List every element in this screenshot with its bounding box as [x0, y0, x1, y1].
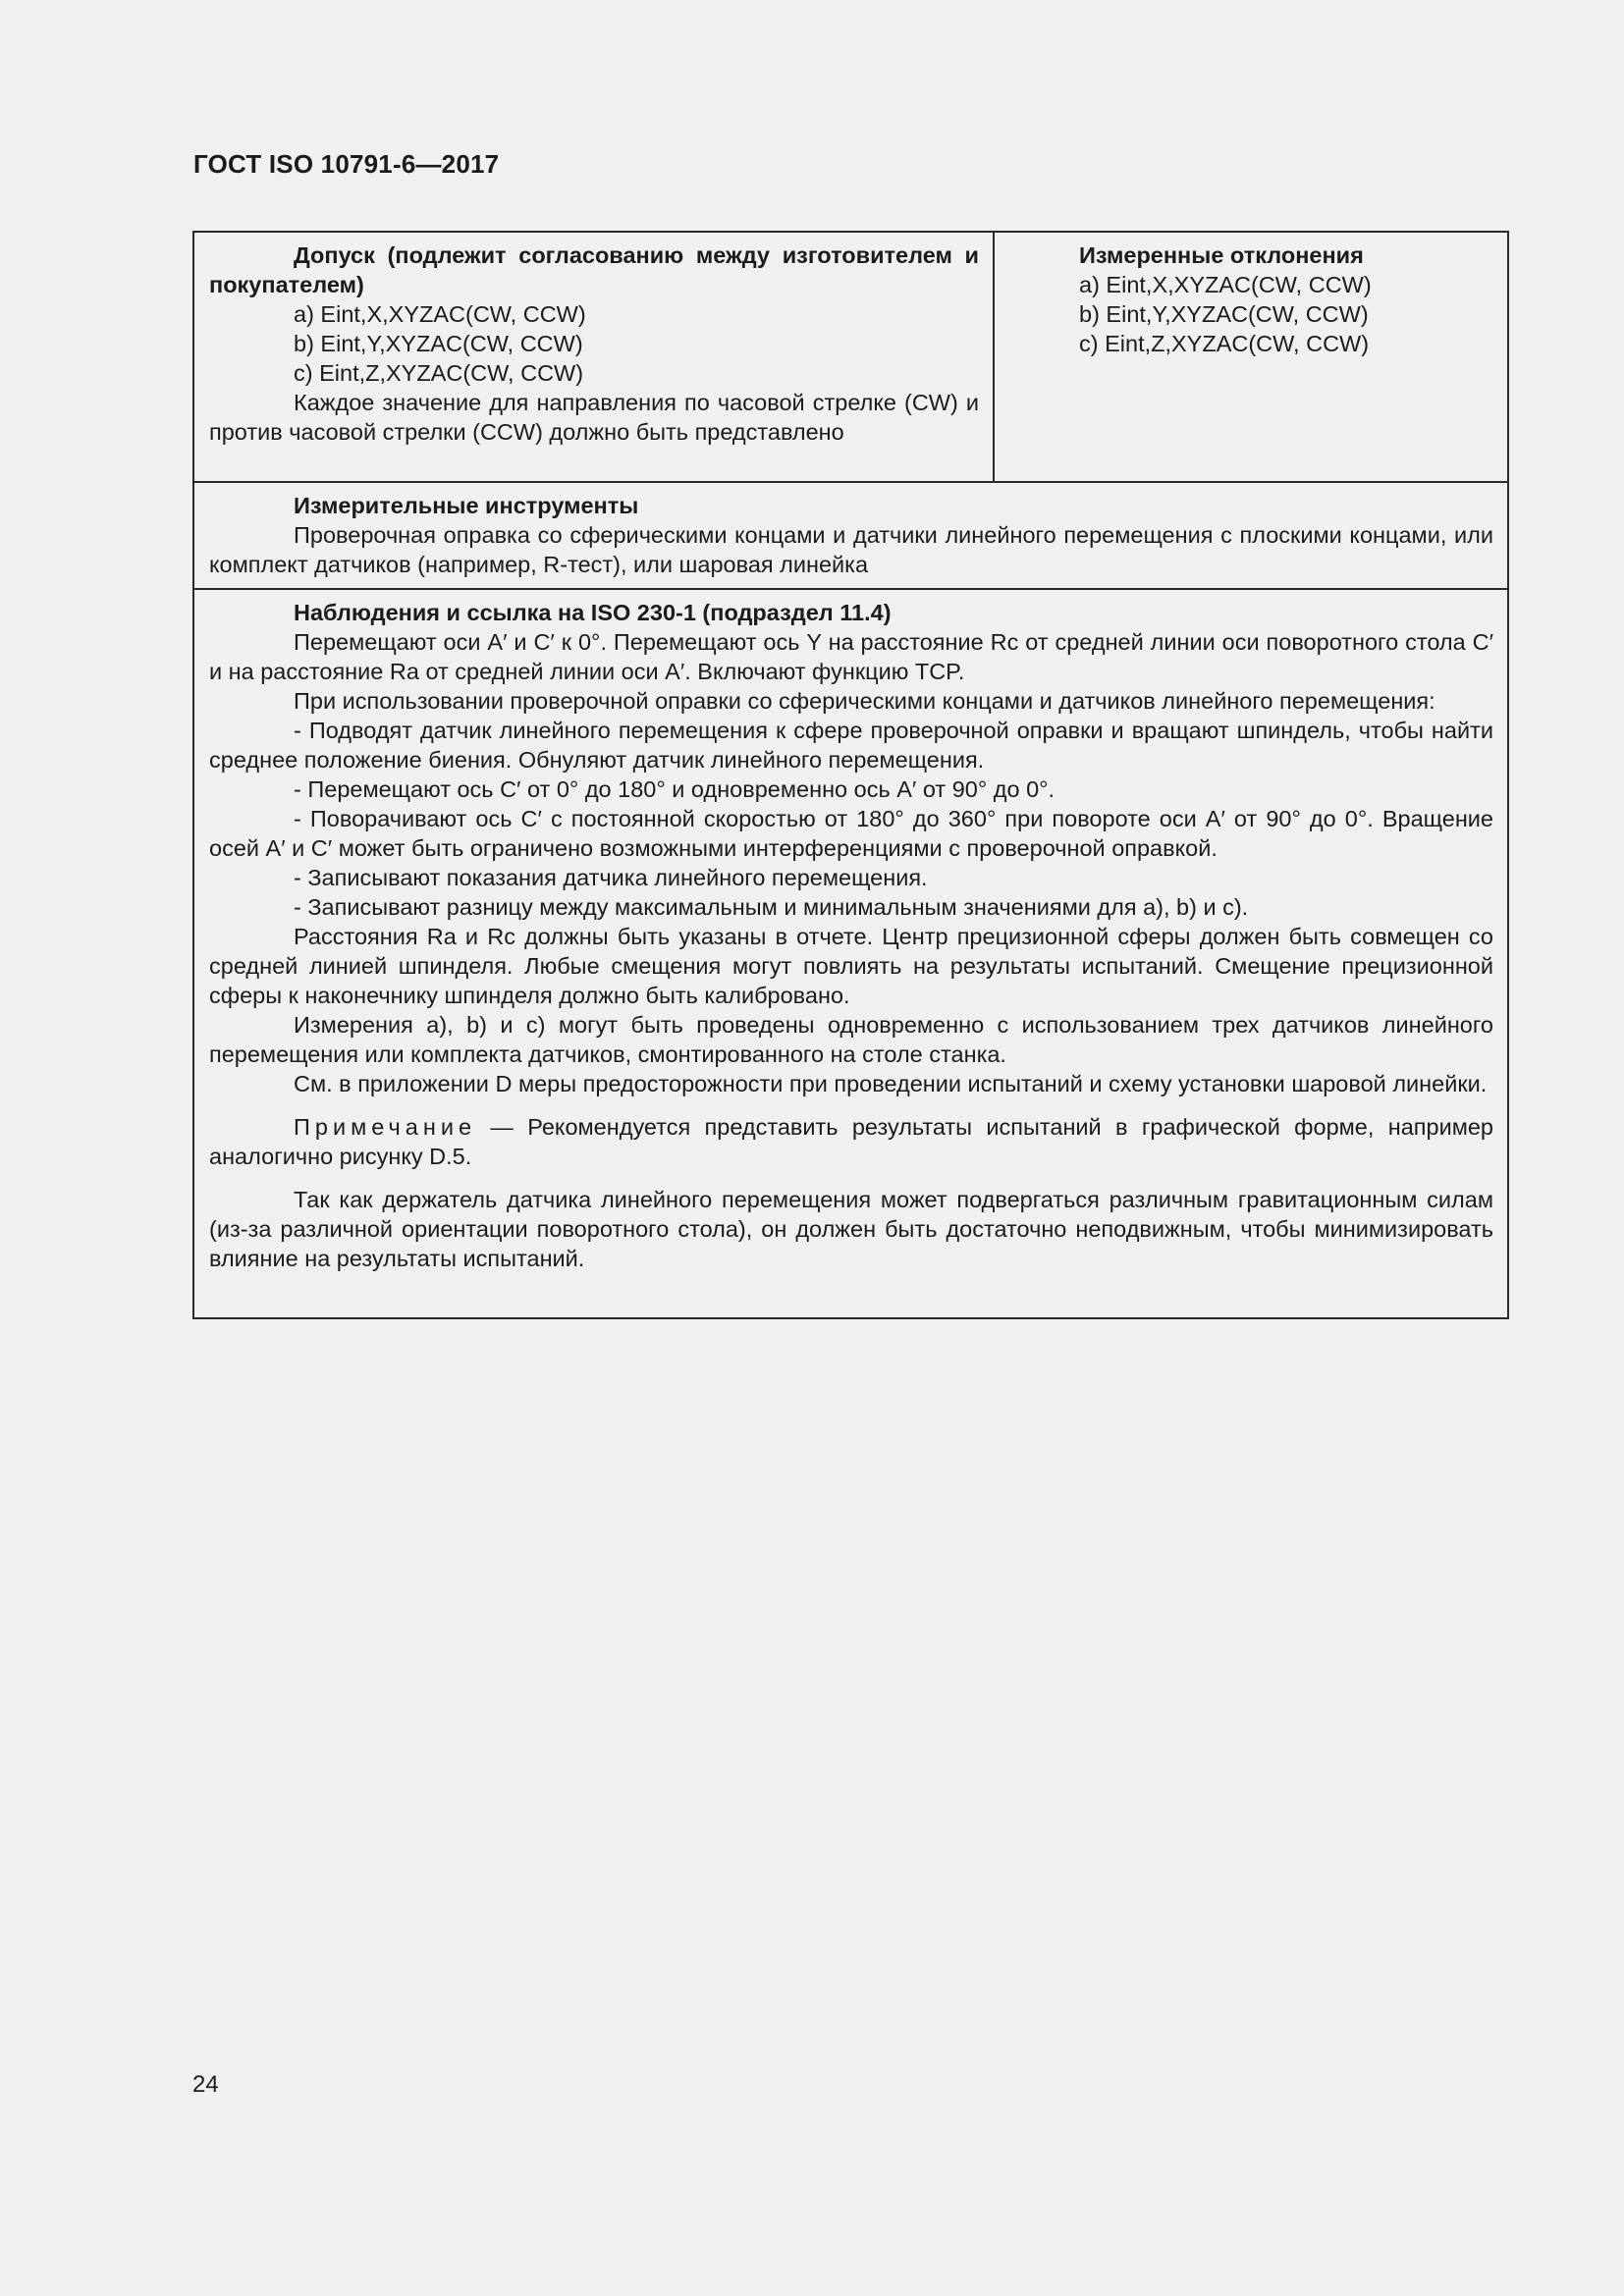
document-header: ГОСТ ISO 10791-6—2017: [193, 149, 500, 179]
observation-step: - Записывают разницу между максимальным и минимальным значениями для a), b) и c).: [294, 894, 1249, 920]
test-specification-table: [192, 231, 1509, 1319]
deviation-item-c: c) Eint,Z,XYZAC(CW, CCW): [1079, 331, 1370, 356]
deviations-cell: [995, 233, 1507, 481]
tolerance-deviation-row: [194, 233, 1507, 483]
observation-paragraph: Расстояния Ra и Rc должны быть указаны в отчете. Центр прецизионной сферы должен быть совмещен со средней линией шпинделя. Любые смещения могут повлиять на результаты испытаний. Смещение прецизионной сферы к наконечнику шпинделя должно быть калибровано.: [209, 924, 1493, 1008]
observation-paragraph: Измерения a), b) и c) могут быть проведены одновременно с использованием трех датчиков линейного перемещения или комплекта датчиков, смонтированного на столе станка.: [209, 1012, 1493, 1067]
observations-heading: Наблюдения и ссылка на ISO 230-1 (подраздел 11.4): [294, 600, 892, 625]
observation-paragraph: При использовании проверочной оправки со сферическими концами и датчиков линейного перемещения:: [294, 688, 1435, 714]
instruments-cell: [194, 483, 1507, 591]
tolerance-item-c: c) Eint,Z,XYZAC(CW, CCW): [294, 360, 584, 386]
instruments-row: [194, 483, 1507, 590]
tolerance-item-b: b) Eint,Y,XYZAC(CW, CCW): [294, 331, 583, 356]
observations-cell: [194, 590, 1507, 1285]
observation-step: - Записывают показания датчика линейного перемещения.: [294, 865, 928, 890]
observation-step: - Подводят датчик линейного перемещения к сфере проверочной оправки и вращают шпиндель, чтобы найти среднее положение биения. Обнуляют датчик линейного перемещения.: [209, 718, 1493, 773]
tolerance-item-a: a) Eint,X,XYZAC(CW, CCW): [294, 301, 586, 327]
observation-note: [209, 1112, 1493, 1171]
observation-paragraph: Перемещают оси A′ и C′ к 0°. Перемещают ось Y на расстояние Rc от средней линии оси поворотного стола C′ и на расстояние Ra от средней линии оси A′. Включают функцию TCP.: [209, 629, 1493, 684]
tolerance-heading: Допуск (подлежит согласованию между изготовителем и покупателем): [209, 242, 979, 297]
observations-row: [194, 590, 1507, 1317]
observation-paragraph: См. в приложении D меры предосторожности при проведении испытаний и схему установки шаровой линейки.: [294, 1071, 1488, 1096]
observation-step: - Перемещают ось C′ от 0° до 180° и одновременно ось A′ от 90° до 0°.: [294, 776, 1056, 802]
note-text: — Рекомендуется представить результаты испытаний в графической форме, например аналогично рисунку D.5.: [209, 1114, 1493, 1169]
deviation-item-a: a) Eint,X,XYZAC(CW, CCW): [1079, 272, 1372, 297]
page-number: 24: [192, 2071, 219, 2098]
observation-final-paragraph: Так как держатель датчика линейного перемещения может подвергаться различным гравитационным силам (из-за различной ориентации поворотного стола), он должен быть достаточно неподвижным, чтобы минимизировать влияние на результаты испытаний.: [209, 1187, 1493, 1271]
tolerance-cell: [194, 233, 995, 481]
note-label: Примечание: [294, 1114, 477, 1140]
instruments-text: Проверочная оправка со сферическими концами и датчики линейного перемещения с плоскими концами, или комплект датчиков (например, R-тест), или шаровая линейка: [209, 522, 1493, 577]
deviation-item-b: b) Eint,Y,XYZAC(CW, CCW): [1079, 301, 1369, 327]
instruments-heading: Измерительные инструменты: [294, 493, 639, 518]
deviations-heading: Измеренные отклонения: [1079, 242, 1364, 268]
tolerance-note: Каждое значение для направления по часовой стрелке (CW) и против часовой стрелки (CCW) должно быть представлено: [209, 390, 979, 445]
observation-step: - Поворачивают ось C′ с постоянной скоростью от 180° до 360° при повороте оси A′ от 90° до 0°. Вращение осей A′ и C′ может быть ограничено возможными интерференциями с проверочной оправкой.: [209, 806, 1493, 861]
